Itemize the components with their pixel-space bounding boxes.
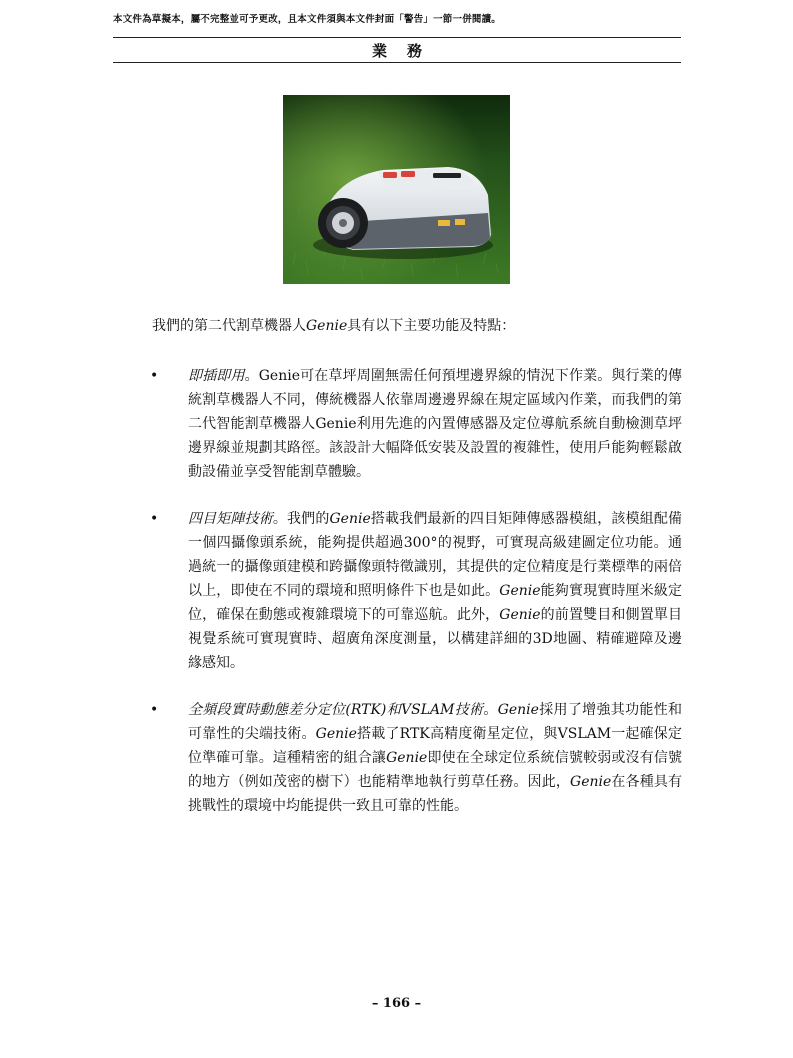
- bullet-body: 。Genie採用了增強其功能性和可靠性的尖端技術。Genie搭載了RTK高精度衛星定位，與VSLAM一起確保定位準確可靠。這種精密的組合讓Genie即使在全球定位系統信號較弱或沒有信號的地方（例如茂密的樹下）也能精準地執行剪草任務。因此，Genie在各種具有挑戰性的環境中均能提供一致且可靠的性能。: [188, 702, 683, 814]
- page-number: – 166 –: [371, 996, 422, 1011]
- header-rule-bottom: [113, 62, 681, 63]
- bullet-body: 。Genie可在草坪周圍無需任何預埋邊界線的情況下作業。與行業的傳統割草機器人不同，傳統機器人依靠周邊邊界線在規定區域內作業，而我們的第二代智能割草機器人Genie利用先進的內置傳感器及定位導航系統自動檢測草坪邊界線並規劃其路徑。該設計大幅降低安裝及設置的複雜性，使用戶能夠輕鬆啟動設備並享受智能割草體驗。: [188, 368, 682, 480]
- intro-post: 具有以下主要功能及特點：: [347, 318, 516, 334]
- header-rule-top: [113, 37, 681, 38]
- bullet-dot: •: [150, 702, 159, 718]
- bullet-dot: •: [150, 368, 159, 384]
- product-photo: [283, 95, 510, 284]
- bullet-text: [188, 364, 682, 484]
- draft-disclaimer: 本文件為草擬本，屬不完整並可予更改，且本文件須與本文件封面「警告」一節一併閱讀。: [113, 14, 502, 25]
- bullet-heading: 全頻段實時動態差分定位(RTK)和VSLAM技術: [188, 702, 484, 718]
- intro-product-name: Genie: [306, 318, 348, 334]
- bullet-text: [188, 698, 682, 818]
- bullet-body: 。我們的Genie搭載我們最新的四目矩陣傳感器模組，該模組配備一個四攝像頭系統，能夠提供超過300°的視野，可實現高級建圖定位功能。通過統一的攝像頭建模和跨攝像頭特徵識別，其提供的定位精度是行業標準的兩倍以上，即使在不同的環境和照明條件下也是如此。Genie能夠實現實時厘米級定位，確保在動態或複雜環境下的可靠巡航。此外，Genie的前置雙目和側置單目視覺系統可實現實時、超廣角深度測量，以構建詳細的3D地圖、精確避障及邊緣感知。: [188, 511, 682, 671]
- section-title: 業務: [371, 42, 442, 60]
- intro-pre: 我們的第二代割草機器人: [152, 318, 306, 334]
- bullet-text: [188, 507, 682, 675]
- bullet-heading: 四目矩陣技術: [188, 511, 273, 527]
- intro-paragraph: [152, 314, 692, 338]
- bullet-heading: 即插即用: [188, 368, 245, 384]
- bullet-dot: •: [150, 511, 159, 527]
